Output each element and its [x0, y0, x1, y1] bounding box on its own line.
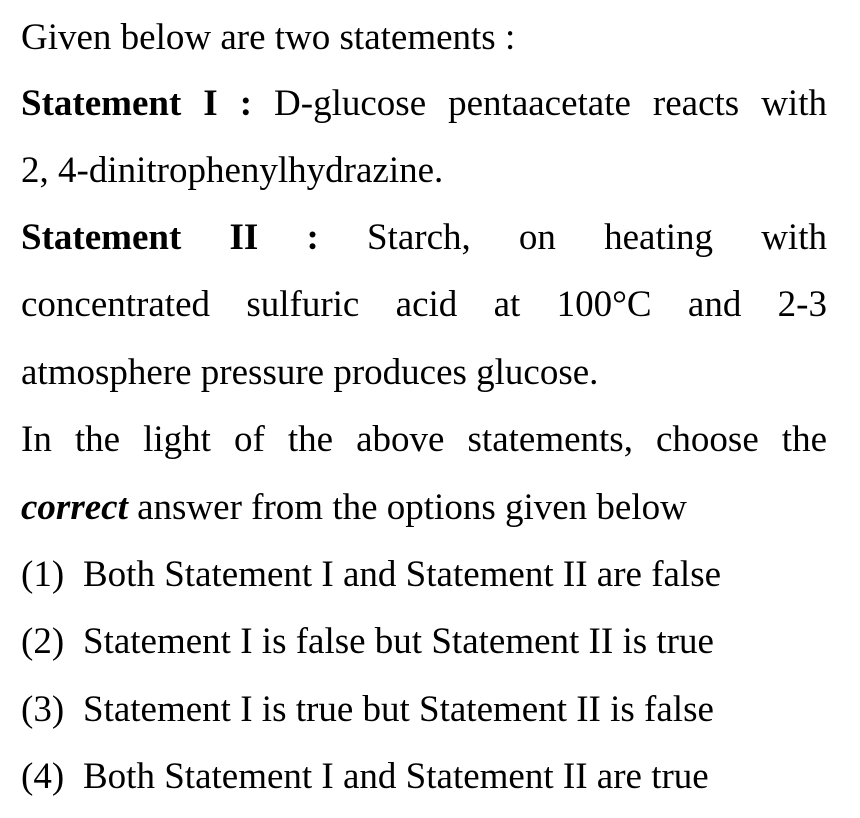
statement-1-label: Statement I : [21, 83, 253, 124]
option-3[interactable] [21, 688, 827, 732]
prompt-line-1 [21, 418, 827, 462]
statement-2-line-3 [21, 351, 827, 395]
option-number: (4) [21, 756, 65, 797]
statement-2-label: Statement II : [21, 217, 319, 258]
statement-2-line-1 [21, 216, 827, 260]
statement-1-text-start: D-glucose pentaacetate reacts with [274, 83, 827, 124]
option-number: (3) [21, 689, 65, 730]
option-text: Statement I is false but Statement II is true [83, 621, 714, 662]
statement-2-line-2 [21, 283, 827, 327]
option-text: Statement I is true but Statement II is false [83, 689, 714, 730]
statement-1-line-1 [21, 82, 827, 126]
option-text: Both Statement I and Statement II are false [83, 554, 722, 595]
question-intro [21, 16, 827, 60]
prompt-text-start: In the light of the above statements, choose the [21, 419, 827, 460]
prompt-line-2 [21, 486, 827, 530]
option-2[interactable] [21, 620, 827, 664]
intro-text: Given below are two statements : [21, 17, 516, 58]
option-number: (2) [21, 621, 65, 662]
statement-1-line-2 [21, 149, 827, 193]
prompt-text-end: answer from the options given below [137, 487, 687, 528]
statement-2-text-end: atmosphere pressure produces glucose. [21, 352, 599, 393]
option-1[interactable] [21, 553, 827, 597]
option-4[interactable] [21, 755, 827, 799]
prompt-emphasis: correct [21, 487, 128, 528]
statement-2-text-middle: concentrated sulfuric acid at 100°C and 2-3 [21, 284, 827, 325]
statement-1-text-end: 2, 4-dinitrophenylhydrazine. [21, 150, 444, 191]
option-number: (1) [21, 554, 65, 595]
option-text: Both Statement I and Statement II are true [83, 756, 709, 797]
statement-2-text-start: Starch, on heating with [366, 217, 827, 258]
